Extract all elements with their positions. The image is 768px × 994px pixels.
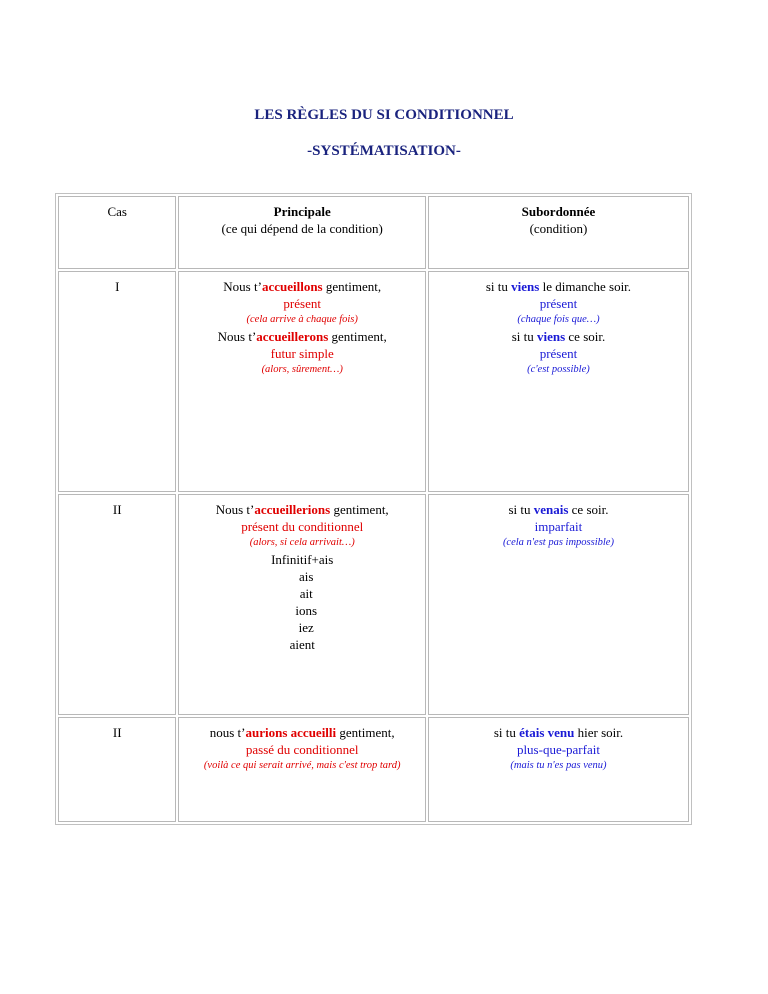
header-principale [178,196,425,269]
sentence-text: gentiment, [330,502,389,517]
cas-cell [58,717,176,822]
conjugation-ending: ait [299,586,313,601]
conjugation-ending: ais [298,569,314,584]
usage-note: (mais tu n'es pas venu) [510,760,607,771]
usage-note: (cela n'est pas impossible) [502,537,614,548]
verb: accueillerions [254,502,331,517]
verb: viens [511,279,540,294]
sentence-text: gentiment, [336,725,395,740]
verb: accueillons [261,279,323,294]
verb: viens [536,329,566,344]
header-principale-sub: (ce qui dépend de la condition) [221,221,383,236]
tense-label: présent [539,346,578,361]
cas-label: II [112,725,122,740]
sentence-text: gentiment, [328,329,387,344]
table-header-row [58,196,689,269]
sentence-text: si tu [493,725,520,740]
sentence-text: hier soir. [574,725,624,740]
conjugation-ending: ions [295,603,318,618]
sentence-text: si tu [508,502,534,517]
conjugation-ending: aient [289,637,315,652]
principale-sentence [181,328,422,345]
tense-label: présent du conditionnel [241,519,364,534]
sentence-text: ce soir. [568,502,609,517]
table-row [58,271,689,492]
subordonnee-sentence [431,328,686,345]
verb: accueillerons [256,329,329,344]
verb: étais venu [519,725,575,740]
header-cas [58,196,176,269]
subordonnee-cell [428,717,689,822]
header-cas-label: Cas [107,204,127,219]
sentence-text: Nous t’ [215,502,255,517]
usage-note: (c'est possible) [527,364,590,375]
tense-label: présent [539,296,578,311]
table-row [58,494,689,715]
cas-label: II [112,502,122,517]
tense-label: présent [283,296,321,311]
tense-label: futur simple [270,346,334,361]
sentence-text: si tu [485,279,512,294]
principale-cell [178,271,425,492]
usage-note: (alors, sûrement…) [261,364,343,375]
sentence-text: gentiment, [322,279,382,294]
header-principale-label: Principale [273,204,331,219]
conjugation-rule: Infinitif+ais [271,552,334,567]
tense-label: passé du conditionnel [245,742,359,757]
page-title: LES RÈGLES DU SI CONDITIONNEL [254,107,514,123]
sentence-text: le dimanche soir. [539,279,632,294]
verb: venais [533,502,569,517]
header-subordonnee-label: Subordonnée [521,204,596,219]
sentence-text: ce soir. [565,329,606,344]
cas-label: I [115,279,120,294]
principale-sentence [181,724,422,741]
principale-cell [178,717,425,822]
subordonnee-sentence [431,501,686,518]
tense-label: plus-que-parfait [516,742,600,757]
verb: aurions accueilli [245,725,337,740]
sentence-text: Nous t’ [223,279,262,294]
usage-note: (cela arrive à chaque fois) [246,314,358,325]
conditional-rules-table [55,193,692,825]
subordonnee-sentence [431,278,686,295]
tense-label: imparfait [534,519,583,534]
principale-cell [178,494,425,715]
cas-cell [58,494,176,715]
sentence-text: Nous t’ [217,329,257,344]
cas-cell [58,271,176,492]
conjugation-ending: iez [298,620,314,635]
page-subtitle: -SYSTÉMATISATION- [307,143,461,159]
header-subordonnee [428,196,689,269]
header-subordonnee-sub: (condition) [529,221,588,236]
subordonnee-sentence [431,724,686,741]
usage-note: (voilà ce qui serait arrivé, mais c'est trop tard) [203,760,401,771]
usage-note: (chaque fois que…) [517,314,600,325]
usage-note: (alors, si cela arrivait…) [249,537,355,548]
sentence-text: nous t’ [209,725,246,740]
table-row [58,717,689,822]
principale-sentence [181,278,422,295]
subordonnee-cell [428,494,689,715]
sentence-text: si tu [511,329,537,344]
principale-sentence [181,501,422,518]
subordonnee-cell [428,271,689,492]
